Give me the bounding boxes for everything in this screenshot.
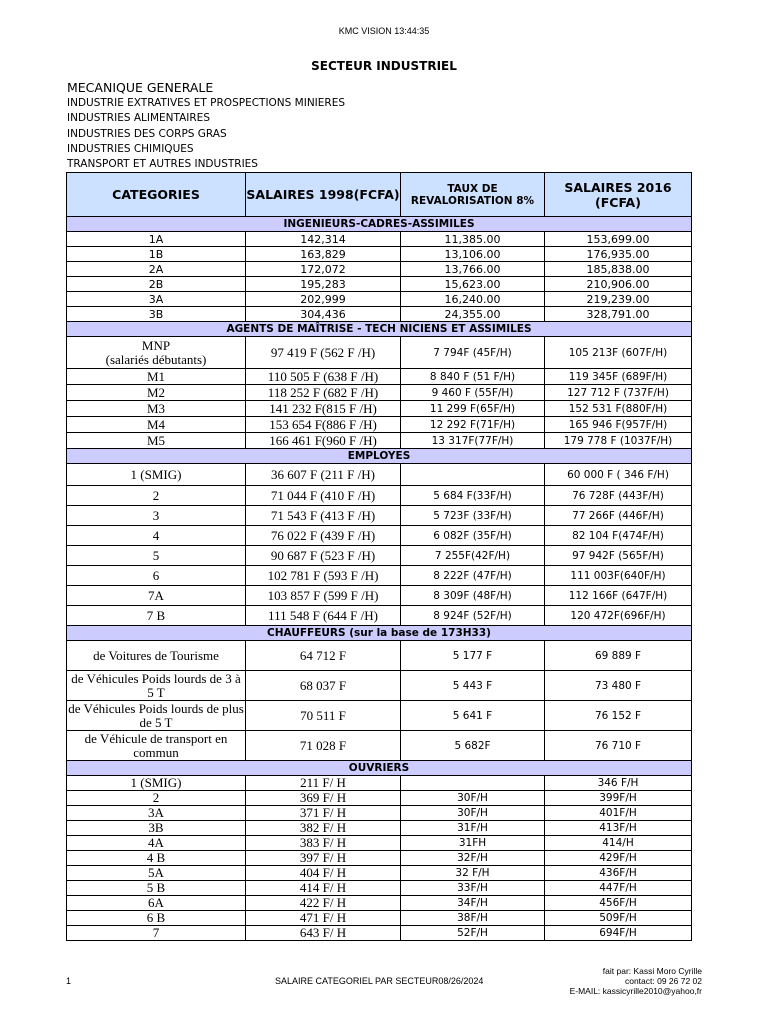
cell-revalorisation: 6 082F (35F/H) xyxy=(401,526,545,546)
cell-salary-2016: 120 472F(696F/H) xyxy=(545,606,692,626)
cell-revalorisation: 32 F/H xyxy=(401,866,545,881)
cell-salary-2016: 111 003F(640F/H) xyxy=(545,566,692,586)
cell-salary-2016: 185,838.00 xyxy=(545,262,692,277)
cell-category: 7A xyxy=(67,586,246,606)
cell-revalorisation: 5 682F xyxy=(401,731,545,761)
cell-revalorisation: 7 255F(42F/H) xyxy=(401,546,545,566)
table-row xyxy=(67,896,692,911)
cell-revalorisation: 24,355.00 xyxy=(401,307,545,322)
table-row xyxy=(67,776,692,791)
cell-salary-2016: 112 166F (647F/H) xyxy=(545,586,692,606)
table-row xyxy=(67,433,692,449)
section-title: CHAUFFEURS (sur la base de 173H33) xyxy=(67,626,692,641)
cell-salary-1998: 70 511 F xyxy=(246,701,401,731)
cell-salary-1998: 643 F/ H xyxy=(246,926,401,941)
table-row xyxy=(67,791,692,806)
cell-salary-2016: 127 712 F (737F/H) xyxy=(545,385,692,401)
cell-salary-2016: 456F/H xyxy=(545,896,692,911)
cell-salary-2016: 179 778 F (1037F/H) xyxy=(545,433,692,449)
cell-revalorisation xyxy=(401,776,545,791)
table-row xyxy=(67,866,692,881)
cell-category: 3A xyxy=(67,806,246,821)
cell-salary-2016: 165 946 F(957F/H) xyxy=(545,417,692,433)
cell-salary-2016: 73 480 F xyxy=(545,671,692,701)
column-header-salaires-1998: SALAIRES 1998(FCFA) xyxy=(246,173,401,217)
table-row xyxy=(67,526,692,546)
table-row xyxy=(67,486,692,506)
cell-salary-1998: 153 654 F(886 F /H) xyxy=(246,417,401,433)
cell-salary-1998: 383 F/ H xyxy=(246,836,401,851)
cell-salary-1998: 371 F/ H xyxy=(246,806,401,821)
cell-salary-2016: 436F/H xyxy=(545,866,692,881)
cell-revalorisation: 30F/H xyxy=(401,806,545,821)
cell-revalorisation: 34F/H xyxy=(401,896,545,911)
cell-revalorisation: 5 443 F xyxy=(401,671,545,701)
cell-revalorisation: 32F/H xyxy=(401,851,545,866)
cell-category: 4 B xyxy=(67,851,246,866)
cell-category: 2B xyxy=(67,277,246,292)
cell-category: 3B xyxy=(67,821,246,836)
page-number: 1 xyxy=(66,976,72,986)
cell-revalorisation: 33F/H xyxy=(401,881,545,896)
cell-salary-1998: 64 712 F xyxy=(246,641,401,671)
cell-category: 1 (SMIG) xyxy=(67,776,246,791)
table-row xyxy=(67,307,692,322)
cell-salary-1998: 202,999 xyxy=(246,292,401,307)
cell-salary-1998: 97 419 F (562 F /H) xyxy=(246,337,401,369)
cell-category: 5 xyxy=(67,546,246,566)
cell-salary-1998: 166 461 F(960 F /H) xyxy=(246,433,401,449)
cell-salary-2016: 414/H xyxy=(545,836,692,851)
cell-category: 2A xyxy=(67,262,246,277)
cell-salary-2016: 82 104 F(474F/H) xyxy=(545,526,692,546)
table-row xyxy=(67,369,692,385)
cell-salary-1998: 142,314 xyxy=(246,232,401,247)
column-header-categories: CATEGORIES xyxy=(67,173,246,217)
sector-item: INDUSTRIES CHIMIQUES xyxy=(67,142,194,155)
cell-category: 3A xyxy=(67,292,246,307)
cell-revalorisation: 13,766.00 xyxy=(401,262,545,277)
table-row xyxy=(67,385,692,401)
cell-salary-1998: 36 607 F (211 F /H) xyxy=(246,464,401,486)
footer-email: E-MAIL: kassicyrille2010@yahoo,fr xyxy=(569,986,702,996)
table-row xyxy=(67,292,692,307)
cell-salary-1998: 404 F/ H xyxy=(246,866,401,881)
cell-salary-2016: 694F/H xyxy=(545,926,692,941)
cell-salary-2016: 210,906.00 xyxy=(545,277,692,292)
table-row xyxy=(67,262,692,277)
cell-revalorisation: 12 292 F(71F/H) xyxy=(401,417,545,433)
cell-category: 6 B xyxy=(67,911,246,926)
cell-category: 4A xyxy=(67,836,246,851)
cell-category: M2 xyxy=(67,385,246,401)
table-row xyxy=(67,836,692,851)
print-header: KMC VISION 13:44:35 xyxy=(338,26,430,36)
cell-category: M4 xyxy=(67,417,246,433)
cell-salary-2016: 76 710 F xyxy=(545,731,692,761)
cell-revalorisation: 9 460 F (55F/H) xyxy=(401,385,545,401)
footer-title: SALAIRE CATEGORIEL PAR SECTEUR08/26/2024 xyxy=(275,976,484,986)
table-row xyxy=(67,851,692,866)
cell-salary-2016: 76 728F (443F/H) xyxy=(545,486,692,506)
cell-salary-2016: 328,791.00 xyxy=(545,307,692,322)
cell-salary-2016: 69 889 F xyxy=(545,641,692,671)
cell-salary-2016: 346 F/H xyxy=(545,776,692,791)
section-title: INGENIEURS-CADRES-ASSIMILES xyxy=(67,217,692,232)
cell-revalorisation: 8 309F (48F/H) xyxy=(401,586,545,606)
cell-salary-2016: 105 213F (607F/H) xyxy=(545,337,692,369)
cell-salary-1998: 71 028 F xyxy=(246,731,401,761)
sector-list xyxy=(67,80,345,172)
cell-salary-1998: 68 037 F xyxy=(246,671,401,701)
table-row xyxy=(67,911,692,926)
cell-revalorisation: 8 222F (47F/H) xyxy=(401,566,545,586)
cell-revalorisation: 16,240.00 xyxy=(401,292,545,307)
table-row xyxy=(67,881,692,896)
cell-category: de Voitures de Tourisme xyxy=(67,641,246,671)
cell-salary-1998: 111 548 F (644 F /H) xyxy=(246,606,401,626)
cell-salary-1998: 141 232 F(815 F /H) xyxy=(246,401,401,417)
table-header-row xyxy=(67,173,692,217)
cell-category: 7 xyxy=(67,926,246,941)
cell-revalorisation: 31FH xyxy=(401,836,545,851)
table-row xyxy=(67,546,692,566)
cell-revalorisation: 5 641 F xyxy=(401,701,545,731)
cell-revalorisation: 8 924F (52F/H) xyxy=(401,606,545,626)
cell-salary-2016: 399F/H xyxy=(545,791,692,806)
cell-category: 7 B xyxy=(67,606,246,626)
cell-salary-2016: 76 152 F xyxy=(545,701,692,731)
section-title: EMPLOYES xyxy=(67,449,692,464)
cell-salary-1998: 382 F/ H xyxy=(246,821,401,836)
cell-category: 5A xyxy=(67,866,246,881)
cell-revalorisation: 15,623.00 xyxy=(401,277,545,292)
table-row xyxy=(67,641,692,671)
table-row xyxy=(67,806,692,821)
cell-category: M1 xyxy=(67,369,246,385)
cell-category: 1A xyxy=(67,232,246,247)
cell-category: M5 xyxy=(67,433,246,449)
cell-salary-2016: 152 531 F(880F/H) xyxy=(545,401,692,417)
cell-revalorisation xyxy=(401,464,545,486)
cell-salary-2016: 509F/H xyxy=(545,911,692,926)
cell-revalorisation: 7 794F (45F/H) xyxy=(401,337,545,369)
cell-salary-2016: 429F/H xyxy=(545,851,692,866)
cell-salary-2016: 77 266F (446F/H) xyxy=(545,506,692,526)
footer-credits xyxy=(570,966,702,996)
section-title: AGENTS DE MAÎTRISE - TECH NICIENS ET ASSIMILES xyxy=(67,322,692,337)
cell-salary-1998: 471 F/ H xyxy=(246,911,401,926)
cell-salary-1998: 102 781 F (593 F /H) xyxy=(246,566,401,586)
table-row xyxy=(67,277,692,292)
cell-category: de Véhicules Poids lourds de plus de 5 T xyxy=(68,700,244,730)
table-row xyxy=(67,337,692,369)
section-header-employes xyxy=(67,449,692,464)
sector-item: MECANIQUE GENERALE xyxy=(67,80,214,95)
cell-salary-2016: 413F/H xyxy=(545,821,692,836)
cell-salary-1998: 71 543 F (413 F /H) xyxy=(246,506,401,526)
cell-salary-1998: 397 F/ H xyxy=(246,851,401,866)
table-row xyxy=(67,926,692,941)
table-row xyxy=(67,671,692,701)
cell-salary-1998: 195,283 xyxy=(246,277,401,292)
cell-salary-1998: 118 252 F (682 F /H) xyxy=(246,385,401,401)
section-title: OUVRIERS xyxy=(67,761,692,776)
page-title: SECTEUR INDUSTRIEL xyxy=(311,59,457,73)
table-row xyxy=(67,731,692,761)
table-row xyxy=(67,566,692,586)
cell-salary-1998: 211 F/ H xyxy=(246,776,401,791)
cell-category: 3 xyxy=(67,506,246,526)
cell-salary-2016: 176,935.00 xyxy=(545,247,692,262)
cell-category: 2 xyxy=(67,486,246,506)
column-header-taux: TAUX DE REVALORISATION 8% xyxy=(401,173,545,217)
cell-revalorisation: 11 299 F(65F/H) xyxy=(401,401,545,417)
sector-item: INDUSTRIES DES CORPS GRAS xyxy=(67,127,227,140)
table-row xyxy=(67,606,692,626)
cell-salary-1998: 90 687 F (523 F /H) xyxy=(246,546,401,566)
cell-revalorisation: 52F/H xyxy=(401,926,545,941)
cell-revalorisation: 8 840 F (51 F/H) xyxy=(401,369,545,385)
cell-salary-1998: 369 F/ H xyxy=(246,791,401,806)
footer-author: fait par: Kassi Moro Cyrille xyxy=(602,966,702,976)
cell-category: 5 B xyxy=(67,881,246,896)
cell-salary-2016: 153,699.00 xyxy=(545,232,692,247)
section-header-ingenieurs xyxy=(67,217,692,232)
cell-category: 6A xyxy=(67,896,246,911)
section-header-chauffeurs xyxy=(67,626,692,641)
section-header-ouvriers xyxy=(67,761,692,776)
table-row xyxy=(67,821,692,836)
cell-category: 2 xyxy=(67,791,246,806)
column-header-salaires-2016: SALAIRES 2016 (FCFA) xyxy=(545,173,692,217)
table-row xyxy=(67,247,692,262)
cell-category: 3B xyxy=(67,307,246,322)
cell-category: MNP (salariés débutants) xyxy=(67,337,246,369)
cell-revalorisation: 30F/H xyxy=(401,791,545,806)
cell-salary-2016: 401F/H xyxy=(545,806,692,821)
table-row xyxy=(67,417,692,433)
cell-salary-1998: 163,829 xyxy=(246,247,401,262)
cell-salary-1998: 422 F/ H xyxy=(246,896,401,911)
cell-revalorisation: 5 684 F(33F/H) xyxy=(401,486,545,506)
cell-salary-2016: 119 345F (689F/H) xyxy=(545,369,692,385)
cell-category: de Véhicules Poids lourds de 3 à 5 T xyxy=(67,671,246,701)
table-row xyxy=(67,232,692,247)
cell-salary-2016: 97 942F (565F/H) xyxy=(545,546,692,566)
table-row xyxy=(67,506,692,526)
sector-item: TRANSPORT ET AUTRES INDUSTRIES xyxy=(67,158,258,171)
table-row xyxy=(67,701,692,731)
cell-category: 1B xyxy=(67,247,246,262)
cell-revalorisation: 13,106.00 xyxy=(401,247,545,262)
cell-category: 6 xyxy=(67,566,246,586)
section-header-agents xyxy=(67,322,692,337)
cell-category: 1 (SMIG) xyxy=(67,464,246,486)
cell-revalorisation: 5 723F (33F/H) xyxy=(401,506,545,526)
sector-item: INDUSTRIE EXTRATIVES ET PROSPECTIONS MINIERES xyxy=(67,97,345,109)
cell-revalorisation: 11,385.00 xyxy=(401,232,545,247)
cell-revalorisation: 13 317F(77F/H) xyxy=(401,433,545,449)
cell-category: 4 xyxy=(67,526,246,546)
cell-salary-1998: 76 022 F (439 F /H) xyxy=(246,526,401,546)
cell-salary-2016: 60 000 F ( 346 F/H) xyxy=(545,464,692,486)
cell-category: M3 xyxy=(67,401,246,417)
salary-table xyxy=(66,172,692,941)
cell-salary-1998: 414 F/ H xyxy=(246,881,401,896)
cell-revalorisation: 31F/H xyxy=(401,821,545,836)
cell-salary-2016: 219,239.00 xyxy=(545,292,692,307)
cell-salary-1998: 71 044 F (410 F /H) xyxy=(246,486,401,506)
table-row xyxy=(67,586,692,606)
cell-revalorisation: 5 177 F xyxy=(401,641,545,671)
footer-contact: contact: 09 26 72 02 xyxy=(624,976,702,986)
cell-salary-1998: 110 505 F (638 F /H) xyxy=(246,369,401,385)
sector-item: INDUSTRIES ALIMENTAIRES xyxy=(67,112,210,125)
cell-salary-1998: 172,072 xyxy=(246,262,401,277)
cell-category: de Véhicule de transport en commun xyxy=(67,731,246,761)
table-row xyxy=(67,401,692,417)
cell-salary-1998: 304,436 xyxy=(246,307,401,322)
table-row xyxy=(67,464,692,486)
cell-salary-2016: 447F/H xyxy=(545,881,692,896)
cell-revalorisation: 38F/H xyxy=(401,911,545,926)
cell-salary-1998: 103 857 F (599 F /H) xyxy=(246,586,401,606)
